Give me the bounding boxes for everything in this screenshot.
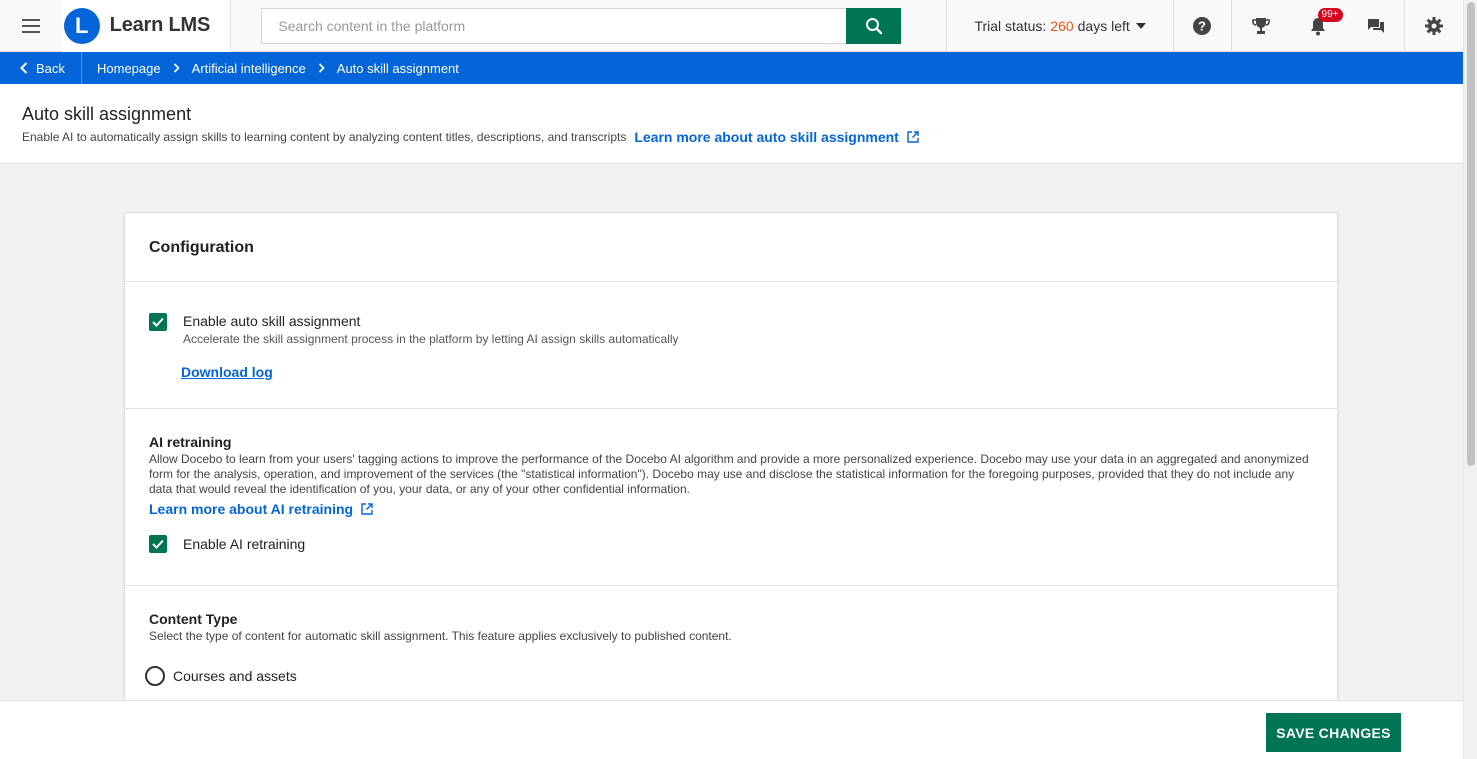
settings-button[interactable] [1405, 0, 1463, 52]
learn-more-label: Learn more about auto skill assignment [634, 129, 899, 145]
messages-button[interactable] [1347, 0, 1405, 52]
logo[interactable] [62, 0, 232, 52]
logo-mark: L [64, 8, 100, 44]
footer-bar [0, 700, 1463, 759]
notification-badge: 99+ [1318, 8, 1343, 22]
configuration-card [124, 212, 1338, 712]
checkmark-icon [152, 539, 164, 549]
content-type-text: Select the type of content for automatic skill assignment. This feature applies exclusively to published content. [149, 629, 732, 643]
search-button[interactable] [846, 8, 901, 44]
breadcrumb [0, 52, 1463, 84]
ai-retraining-learn-more-label: Learn more about AI retraining [149, 501, 354, 517]
checkmark-icon [152, 317, 164, 327]
help-icon [1192, 16, 1212, 36]
content-type-section [125, 586, 1337, 686]
svg-text:?: ? [1198, 18, 1207, 33]
page-scrollbar[interactable] [1463, 0, 1477, 759]
auto-assign-label: Enable auto skill assignment [183, 313, 361, 329]
ai-retraining-section [125, 409, 1337, 586]
learn-more-link[interactable] [634, 129, 919, 145]
courses-assets-radio-option[interactable] [145, 666, 1313, 686]
page-header [0, 84, 1463, 164]
ai-retraining-label: Enable AI retraining [183, 536, 306, 552]
download-log-link[interactable]: Download log [181, 364, 273, 380]
scrollbar-thumb[interactable] [1467, 2, 1475, 466]
search-bar [261, 8, 901, 44]
page-description-text: Enable AI to automatically assign skills to learning content by analyzing content titles, descriptions, and transcripts [22, 130, 627, 144]
search-input[interactable] [261, 8, 846, 44]
app-name: Learn LMS [109, 14, 211, 36]
chevron-left-icon [20, 62, 28, 74]
auto-assign-section [125, 282, 1337, 409]
courses-assets-radio[interactable] [145, 666, 165, 686]
trial-days-suffix: days left [1077, 17, 1130, 34]
page-title: Auto skill assignment [22, 104, 192, 124]
external-link-icon [361, 503, 373, 515]
search-icon [865, 17, 883, 35]
menu-icon[interactable] [0, 0, 62, 52]
help-button[interactable] [1174, 0, 1232, 52]
achievements-button[interactable] [1232, 0, 1290, 52]
gear-icon [1424, 16, 1444, 36]
trial-days: 260 [1050, 17, 1074, 34]
auto-assign-description: Accelerate the skill assignment process in the platform by letting AI assign skills automatically [183, 332, 679, 346]
save-changes-button[interactable]: SAVE CHANGES [1266, 713, 1401, 752]
ai-retraining-checkbox[interactable] [149, 535, 167, 553]
trophy-icon [1251, 16, 1271, 36]
external-link-icon [907, 131, 919, 143]
chevron-right-icon [318, 63, 325, 73]
breadcrumb-current: Auto skill assignment [336, 60, 459, 76]
breadcrumb-artificial-intelligence[interactable]: Artificial intelligence [191, 60, 306, 76]
chat-icon [1367, 17, 1385, 35]
top-header [0, 0, 1463, 52]
ai-retraining-learn-more-link[interactable] [149, 501, 373, 517]
notifications-button[interactable] [1290, 0, 1348, 52]
chevron-right-icon [173, 63, 180, 73]
ai-retraining-text: Allow Docebo to learn from your users' tagging actions to improve the performance of the Docebo AI algorithm and provide a more personalized experience. Docebo may use your data in an aggregated and anonymized form for the analysis, operation, and improvement of the services (the "statistical information"). Docebo may use and disclose the statistical information for the foregoing purposes, provided that they do not include any data that would reveal the identification of you, your data, or any of your other confidential information. [149, 452, 1309, 496]
page-description [22, 129, 1441, 145]
content-type-heading: Content Type [149, 611, 238, 627]
back-button[interactable] [0, 52, 82, 84]
back-label: Back [36, 60, 65, 76]
trial-status-dropdown[interactable] [946, 0, 1173, 52]
breadcrumb-homepage[interactable]: Homepage [97, 60, 161, 76]
auto-assign-checkbox[interactable] [149, 313, 167, 331]
courses-assets-label: Courses and assets [173, 668, 297, 684]
caret-down-icon [1136, 23, 1146, 29]
trial-label: Trial status: [974, 17, 1047, 34]
ai-retraining-heading: AI retraining [149, 434, 232, 450]
card-title: Configuration [125, 213, 1337, 282]
